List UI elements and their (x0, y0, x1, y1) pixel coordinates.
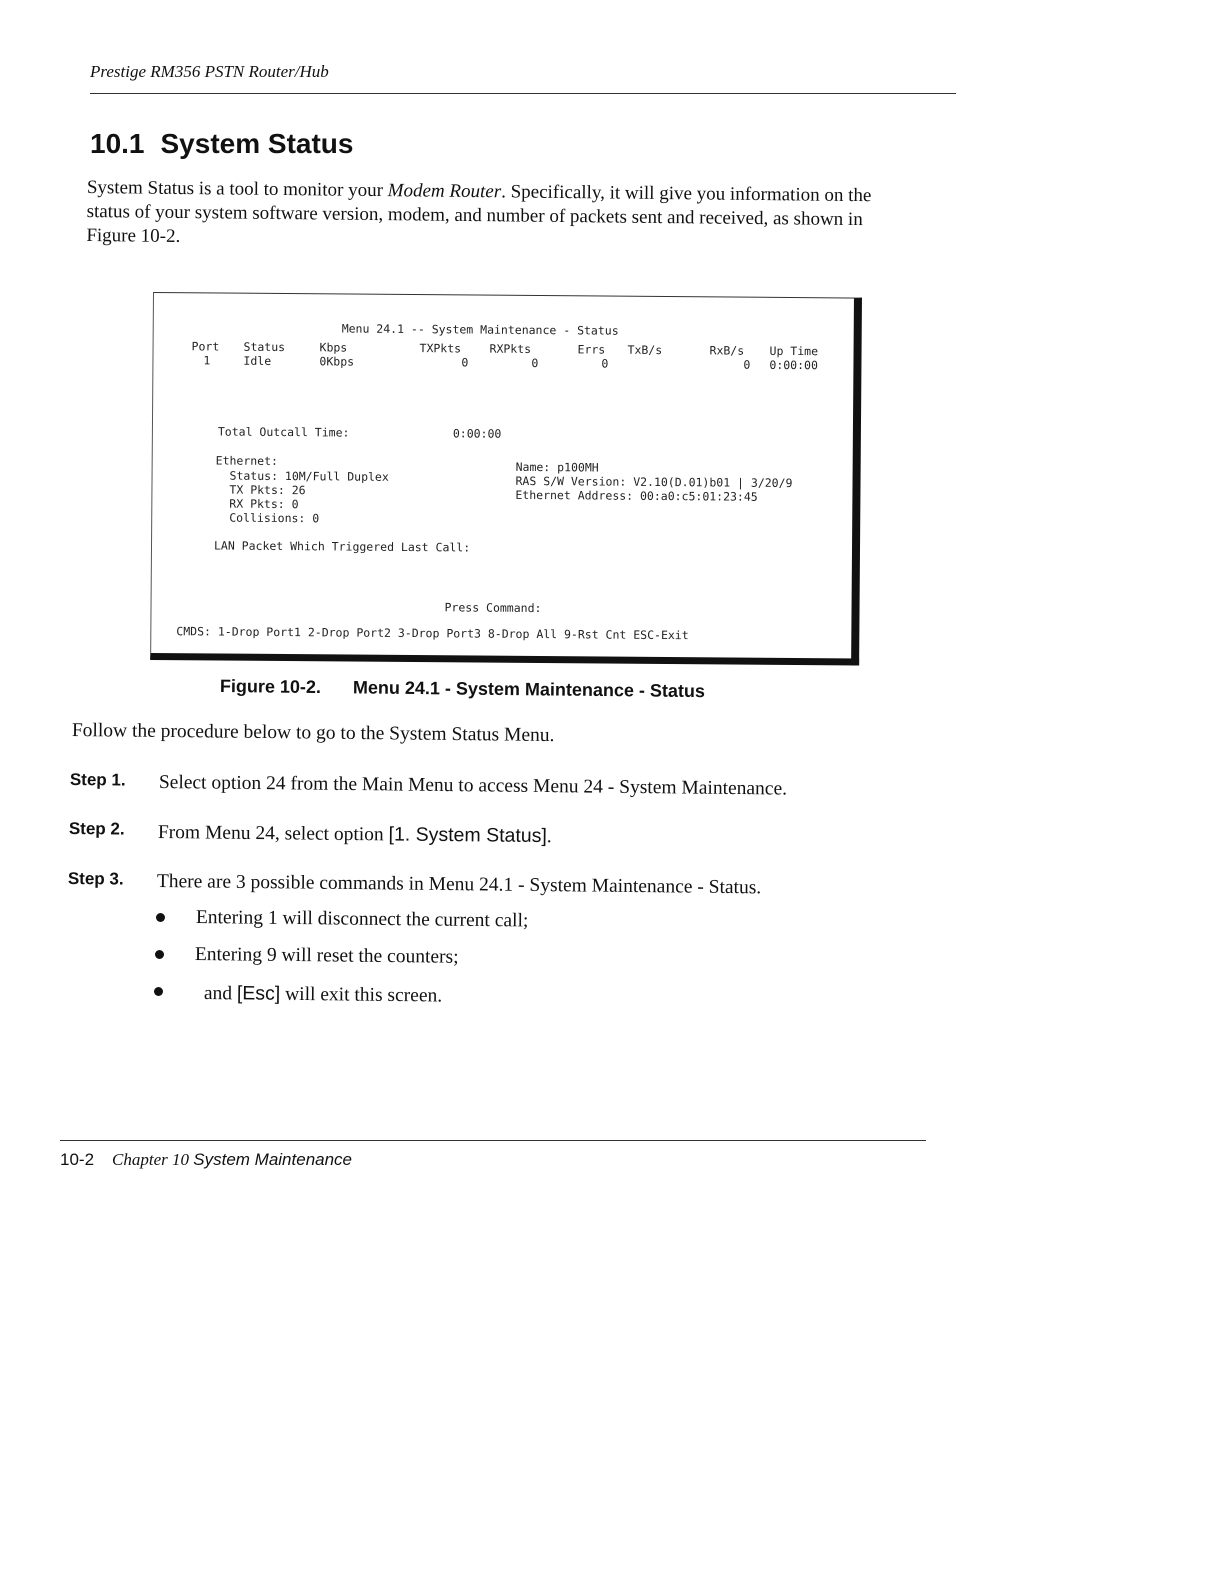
cell-kbps: 0Kbps (319, 354, 355, 369)
page-footer (60, 1150, 352, 1170)
intro-emphasis: Modem Router (387, 180, 502, 203)
step-2-text-start: From Menu 24, select option (157, 821, 389, 846)
step-2-label: Step 2. (68, 819, 125, 839)
press-command: Press Command: (444, 600, 542, 616)
page-number: 10-2 (60, 1150, 95, 1169)
bullet-icon (155, 950, 164, 959)
procedure-intro: Follow the procedure below to go to the System Status Menu. (71, 720, 555, 747)
intro-text-end: . Specifically, it will give you information on the status of your system software version, modem, and number of packets sent and received, as shown in Figure 10-2. (86, 181, 872, 247)
device-name: Name: p100MH (515, 459, 599, 475)
esc-key-label: [Esc] (236, 982, 281, 1005)
section-number: 10.1 (90, 128, 145, 159)
cell-txpkts: 0 (461, 355, 469, 370)
step-3-label: Step 3. (67, 869, 124, 889)
header-rule (90, 93, 956, 94)
ethernet-tx: TX Pkts: 26 (229, 482, 306, 498)
col-errs: Errs (577, 342, 606, 357)
col-txbs: TxB/s (627, 342, 663, 358)
ethernet-label: Ethernet: (215, 453, 279, 468)
chapter-prefix: Chapter 10 (112, 1150, 190, 1169)
menu-title: Menu 24.1 -- System Maintenance - Status (341, 321, 619, 338)
cell-errs: 0 (601, 356, 609, 371)
cell-port: 1 (203, 353, 211, 368)
figure-label: Figure 10-2. (219, 676, 322, 698)
ethernet-collisions: Collisions: 0 (229, 510, 320, 526)
step-1-text: Select option 24 from the Main Menu to access Menu 24 - System Maintenance. (158, 772, 788, 800)
bullet-3-text (204, 982, 443, 1007)
ethernet-rx: RX Pkts: 0 (229, 496, 299, 512)
step-3-text: There are 3 possible commands in Menu 24.1 - System Maintenance - Status. (156, 871, 762, 899)
cell-rxpkts: 0 (531, 355, 539, 371)
cell-status: Idle (243, 353, 272, 368)
col-rxpkts: RXPkts (489, 341, 532, 356)
ethernet-address: Ethernet Address: 00:a0:c5:01:23:45 (515, 487, 758, 504)
step-2-option: [1. System Status] (388, 823, 547, 848)
bullet-3-text-start: and (203, 982, 238, 1005)
ethernet-status: Status: 10M/Full Duplex (229, 468, 389, 484)
step-1-label: Step 1. (69, 770, 126, 790)
col-rxbs: RxB/s (709, 343, 745, 358)
step-2-text (158, 821, 552, 848)
col-port: Port (191, 339, 220, 354)
section-heading (90, 128, 353, 160)
outcall-label: Total Outcall Time: (217, 424, 350, 440)
chapter-title: System Maintenance (193, 1150, 353, 1169)
bullet-1-text: Entering 1 will disconnect the current call; (195, 907, 529, 932)
command-bar: CMDS: 1-Drop Port1 2-Drop Port2 3-Drop Port3 8-Drop All 9-Rst Cnt ESC-Exit (176, 624, 689, 643)
outcall-value: 0:00:00 (452, 426, 502, 441)
intro-text: System Status is a tool to monitor your (86, 176, 388, 202)
intro-paragraph (86, 176, 887, 256)
figure-title: Menu 24.1 - System Maintenance - Status (352, 677, 706, 702)
cell-rxbs: 0 (743, 357, 751, 372)
lan-packet-label: LAN Packet Which Triggered Last Call: (213, 538, 471, 555)
bullet-2-text: Entering 9 will reset the counters; (194, 944, 459, 968)
section-title: System Status (160, 128, 354, 159)
terminal-screen (150, 292, 862, 666)
col-txpkts: TXPkts (419, 341, 462, 356)
footer-rule (60, 1140, 926, 1141)
running-header: Prestige RM356 PSTN Router/Hub (90, 62, 329, 81)
bullet-3-text-end: will exit this screen. (280, 983, 443, 1007)
col-status: Status (243, 339, 286, 355)
ras-version: RAS S/W Version: V2.10(D.01)b01 | 3/20/9 (515, 473, 793, 491)
col-uptime: Up Time (769, 343, 819, 359)
bullet-icon (154, 987, 163, 996)
step-2-text-end: . (546, 826, 552, 848)
bullet-icon (156, 913, 165, 922)
cell-uptime: 0:00:00 (769, 357, 818, 373)
col-kbps: Kbps (319, 340, 348, 355)
figure-caption (220, 676, 705, 702)
